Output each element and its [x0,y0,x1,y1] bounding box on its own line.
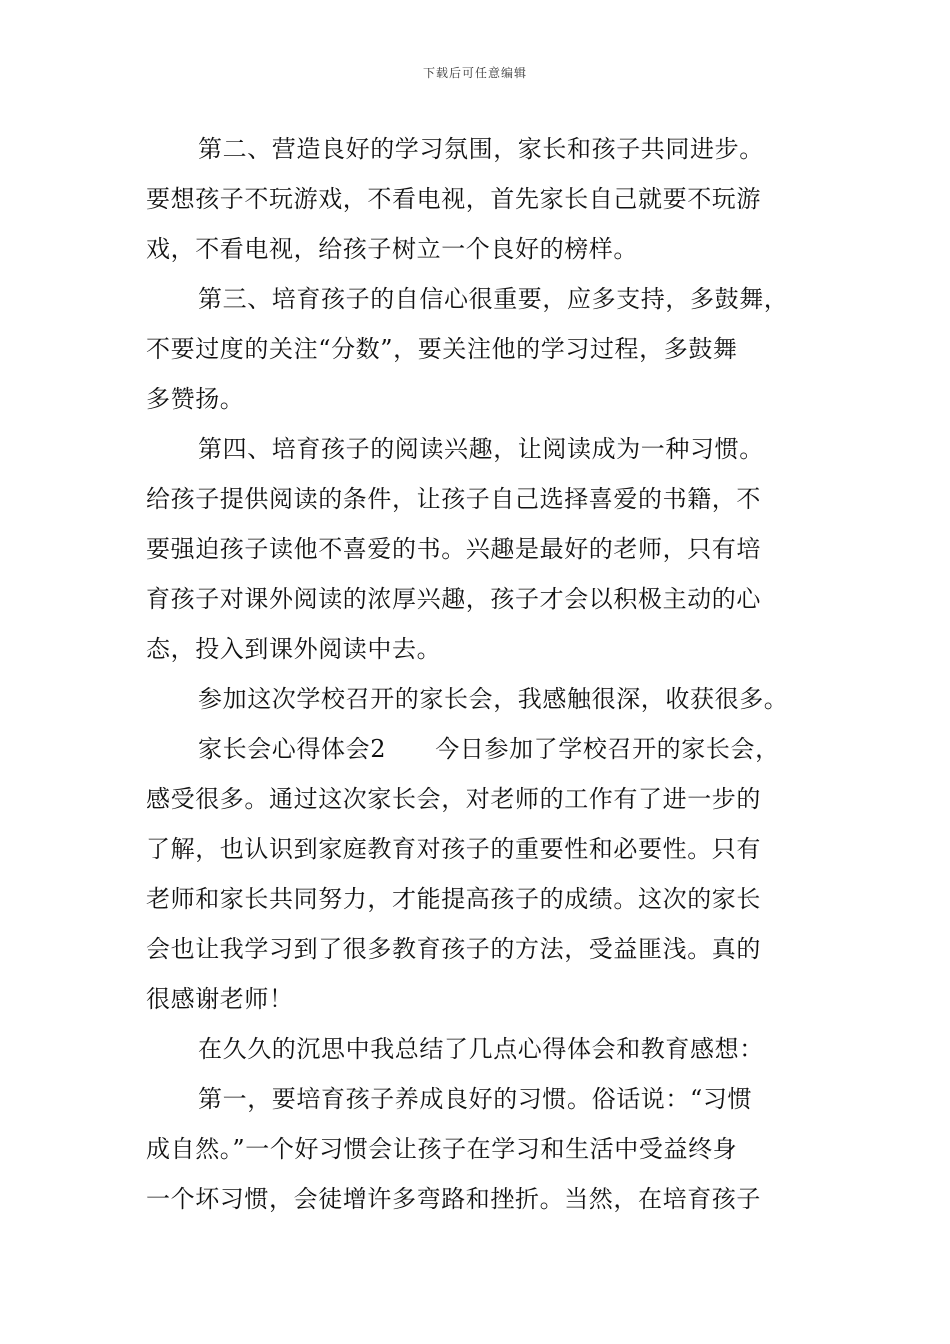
text-line: 在久久的沉思中我总结了几点心得体会和教育感想： [198,1035,764,1063]
text-line: 了解，也认识到家庭教育对孩子的重要性和必要性。只有 [146,835,761,863]
text-line: 成自然。”一个好习惯会让孩子在学习和生活中受益终身 [146,1135,738,1163]
text-line: 第三、培育孩子的自信心很重要，应多支持，多鼓舞， [198,285,789,313]
text-line: 要想孩子不玩游戏，不看电视，首先家长自己就要不玩游 [146,185,761,213]
text-line: 给孩子提供阅读的条件，让孩子自己选择喜爱的书籍，不 [146,485,761,513]
text-line: 第一，要培育孩子养成良好的习惯。俗话说：“习惯 [198,1085,753,1113]
text-line: 多赞扬。 [146,385,245,413]
text-line: 戏，不看电视，给孩子树立一个良好的榜样。 [146,235,638,263]
text-line: 参加这次学校召开的家长会，我感触很深，收获很多。 [198,685,789,713]
text-line: 一个坏习惯，会徒增许多弯路和挫折。当然，在培育孩子 [146,1185,761,1213]
text-line: 育孩子对课外阅读的浓厚兴趣，孩子才会以积极主动的心 [146,585,761,613]
text-line: 老师和家长共同努力，才能提高孩子的成绩。这次的家长 [146,885,761,913]
page-header-note: 下载后可任意编辑 [422,66,527,80]
text-line: 第四、培育孩子的阅读兴趣，让阅读成为一种习惯。 [198,435,764,463]
text-line: 很感谢老师！ [146,985,294,1013]
text-line: 第二、营造良好的学习氛围，家长和孩子共同进步。 [198,135,764,163]
text-line: 态，投入到课外阅读中去。 [146,635,442,663]
text-line: 感受很多。通过这次家长会，对老师的工作有了进一步的 [146,785,761,813]
text-line: 要强迫孩子读他不喜爱的书。兴趣是最好的老师，只有培 [146,535,761,563]
text-line: 不要过度的关注“分数”，要关注他的学习过程，多鼓舞 [146,335,738,363]
text-line: 家长会心得体会2 今日参加了学校召开的家长会， [198,735,780,763]
text-line: 会也让我学习到了很多教育孩子的方法，受益匪浅。真的 [146,935,761,963]
